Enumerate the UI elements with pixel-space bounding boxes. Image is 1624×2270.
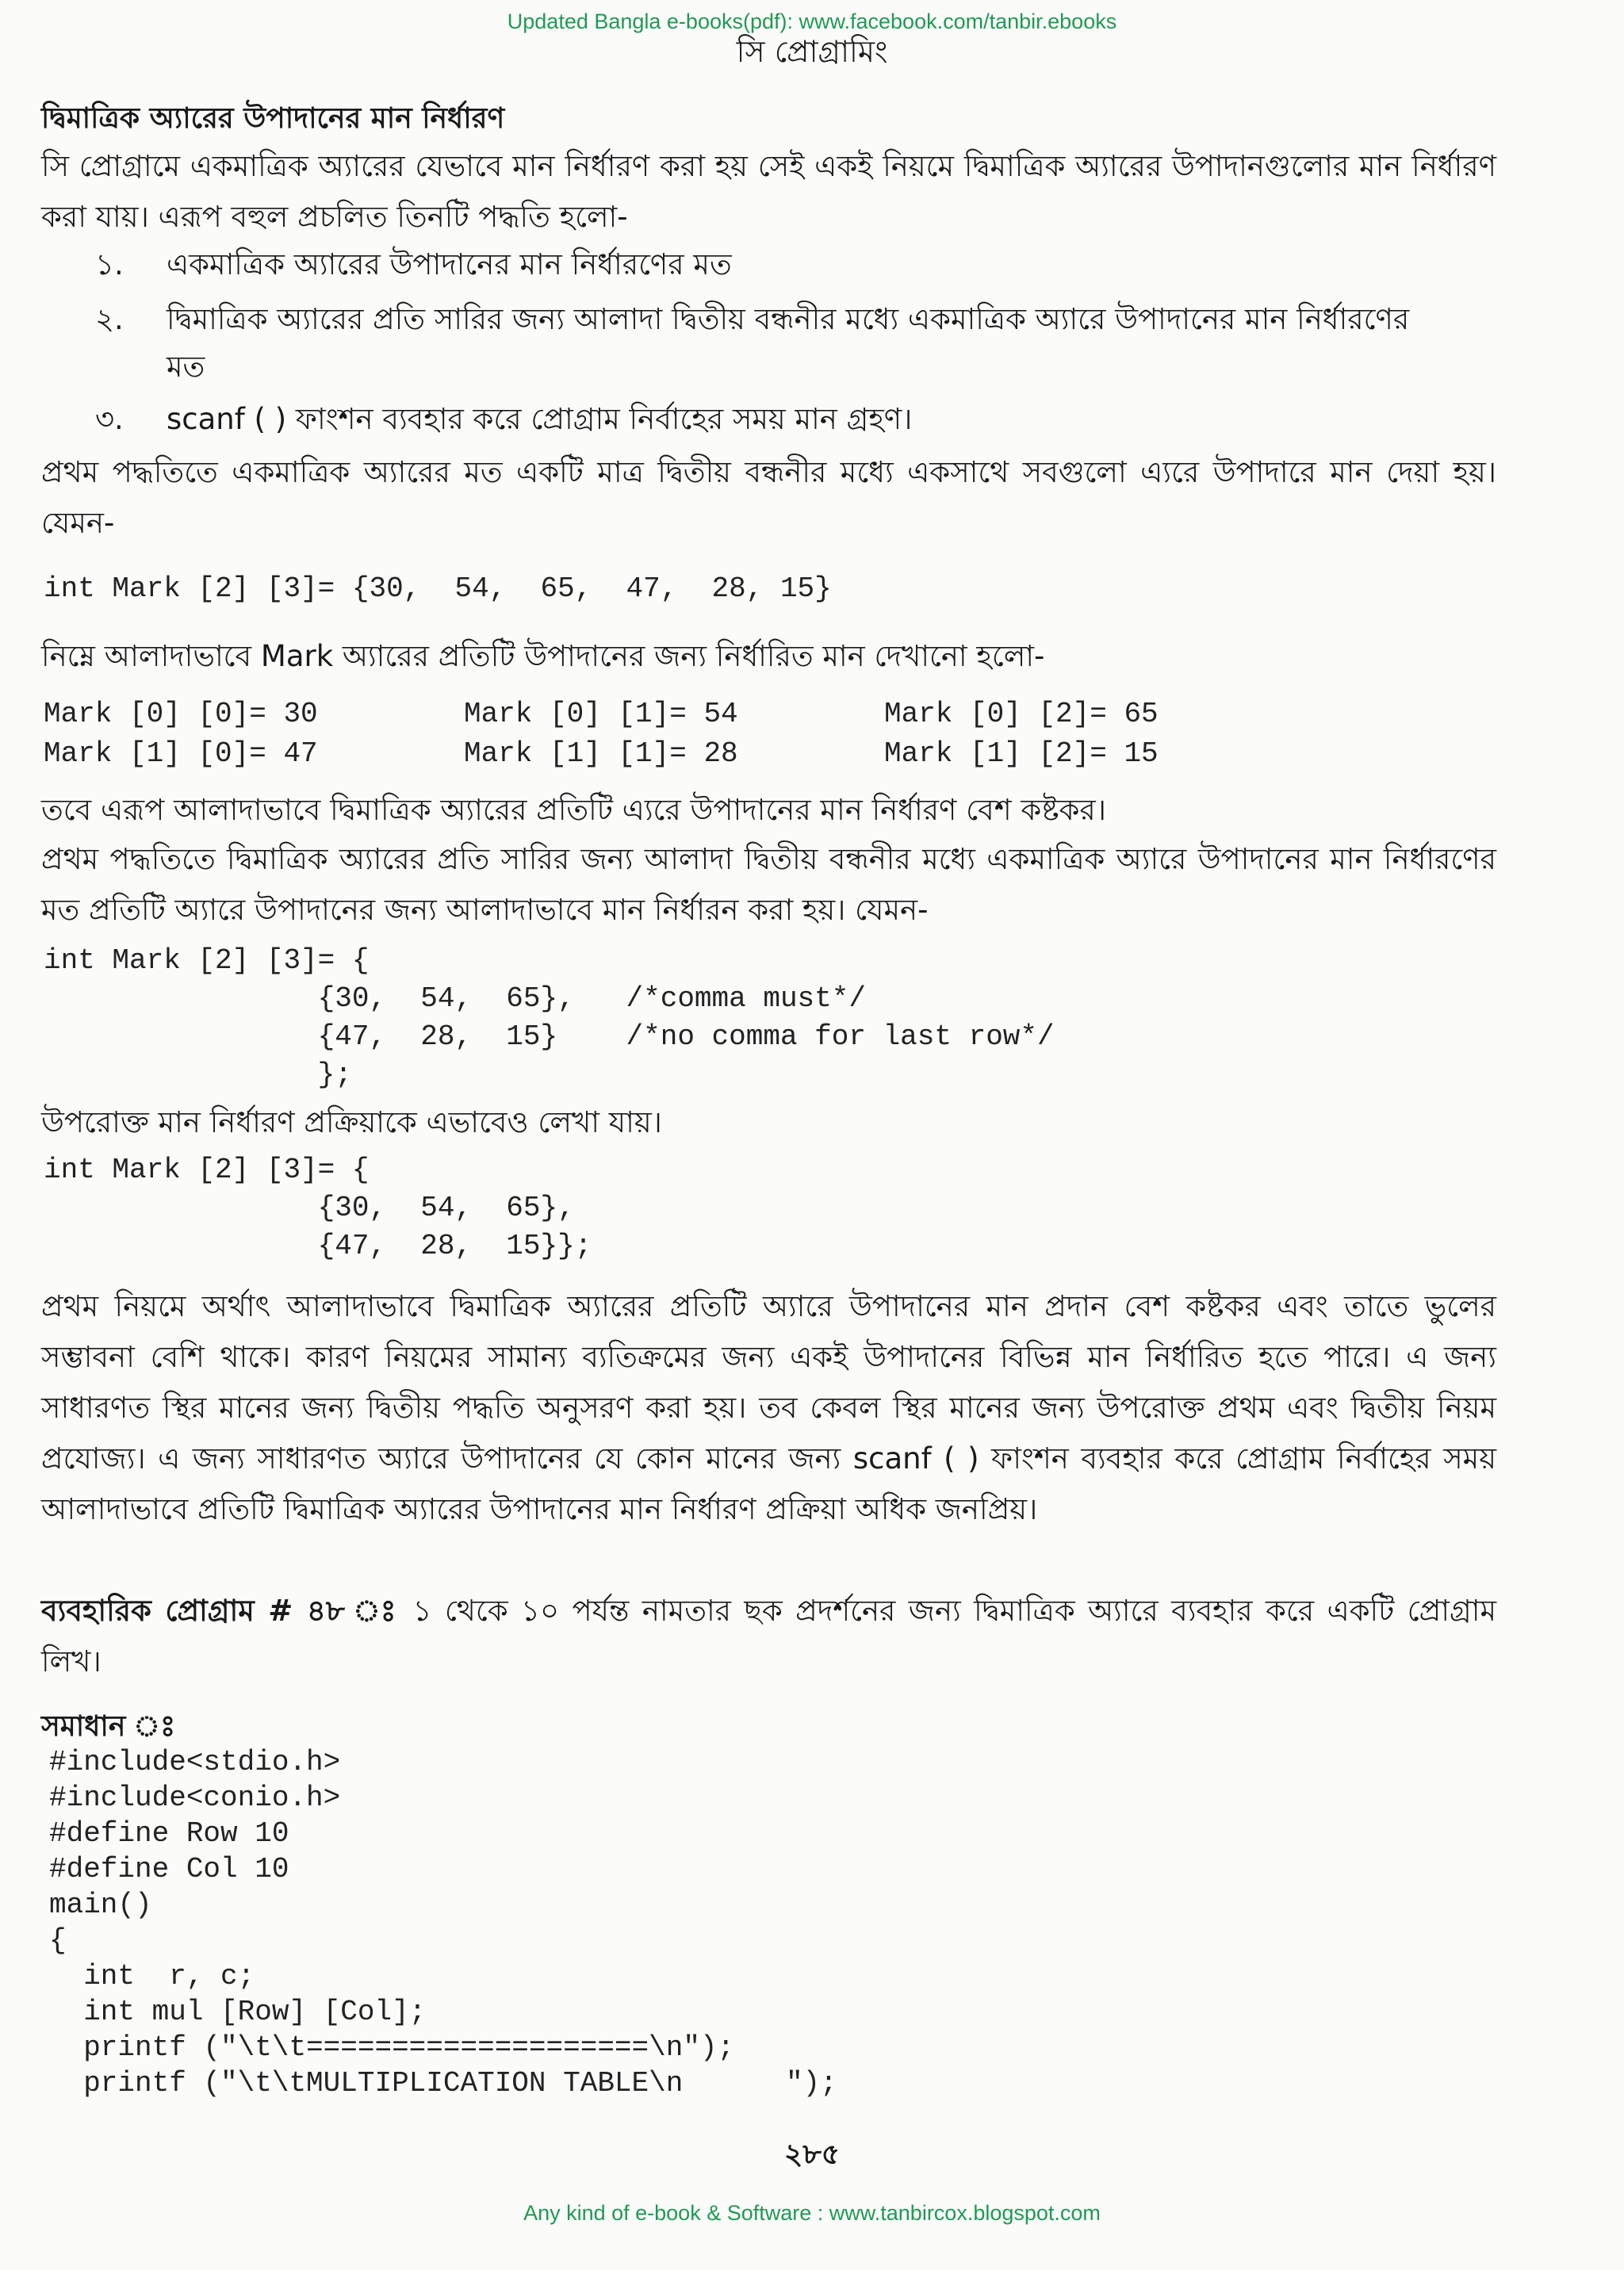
solution-label: সমাধান ঃ [41,1710,176,1743]
running-header: সি প্রোগ্রামিং [736,34,888,69]
value-cell: Mark [1] [1]= 28 [464,737,738,770]
code-line: int Mark [2] [3]= { [44,944,370,977]
intro-paragraph: সি প্রোগ্রামে একমাত্রিক অ্যারের যেভাবে মান নির্ধারণ করা হয় সেই একই নিয়মে দ্বিমাত্রিক অ্যারের উপাদানগুলোর মান নির্ধারণ করা যায়। এরূপ বহুল প্রচলিত তিনটি পদ্ধতি হলো- [41,149,1496,234]
code-line: #include<stdio.h> [49,1746,341,1778]
method-item [95,241,1443,291]
value-table [44,698,1281,777]
alt-line: উপরোক্ত মান নির্ধারণ প্রক্রিয়াকে এভাবেও লেখা যায়। [41,1105,662,1139]
value-cell: Mark [0] [2]= 65 [884,698,1159,730]
value-cell: Mark [1] [0]= 47 [44,737,318,770]
section-heading: দ্বিমাত্রিক অ্যারের উপাদানের মান নির্ধারণ [41,102,505,135]
top-watermark: Updated Bangla e-books(pdf): www.facebook.com/tanbir.ebooks [507,10,1117,33]
code-line: int mul [Row] [Col]; [49,1996,427,2028]
code-line: printf ("\t\t====================\n"); [49,2031,735,2064]
value-row [44,737,1281,777]
value-cell: Mark [1] [2]= 15 [884,737,1159,770]
code-block-2 [44,1151,592,1265]
first-method-paragraph: প্রথম পদ্ধতিতে একমাত্রিক অ্যারের মত একটি মাত্র দ্বিতীয় বন্ধনীর মধ্যে একসাথে সবগুলো এ্যরে উপাদারে মান দেয়া হয়। যেমন- [41,455,1496,540]
program-label: ব্যবহারিক প্রোগ্রাম # ৪৮ ঃ [41,1594,400,1628]
value-row [44,698,1281,737]
code-line: { [49,1924,67,1957]
methods-list [95,241,1443,446]
code-line: #include<conio.h> [49,1782,341,1814]
method-text: একমাত্রিক অ্যারের উপাদানের মান নির্ধারণের মত [167,247,732,281]
code-line: int Mark [2] [3]= { [44,1154,370,1186]
code-line: {47, 28, 15}}; [44,1230,592,1262]
program-code [49,1744,837,2101]
code-line: printf ("\t\tMULTIPLICATION TABLE\n "); [49,2067,837,2100]
code-line: int r, c; [49,1960,255,1992]
method-number: ২. [95,302,124,336]
method-number: ৩. [95,402,124,436]
method-number: ১. [95,247,124,281]
page-number: ২৮৫ [783,2138,841,2171]
code-line: {30, 54, 65}, [44,1192,575,1224]
program-text: ১ থেকে ১০ পর্যন্ত নামতার ছক প্রদর্শনের জন্য দ্বিমাত্রিক অ্যারে ব্যবহার করে একটি প্রোগ্রাম লিখ। [41,1594,1496,1679]
second-method-paragraph: প্রথম পদ্ধতিতে দ্বিমাত্রিক অ্যারের প্রতি সারির জন্য আলাদা দ্বিতীয় বন্ধনীর মধ্যে একমাত্রিক অ্যারে উপাদানের মান নির্ধারণের মত প্রতিটি অ্যারে উপাদানের জন্য আলাদাভাবে মান নির্ধারন করা হয়। যেমন- [41,842,1496,927]
code-line: #define Row 10 [49,1817,289,1850]
code-line: main() [49,1889,152,1921]
discussion-paragraph: প্রথম নিয়মে অর্থাৎ আলাদাভাবে দ্বিমাত্রিক অ্যারের প্রতিটি অ্যারে উপাদানের মান প্রদান বেশ কষ্টকর এবং তাতে ভুলের সম্ভাবনা বেশি থাকে। কারণ নিয়মের সামান্য ব্যতিক্রমের জন্য একই উপাদানের বিভিন্ন মান নির্ধারিত হতে পারে। এ জন্য সাধারণত স্থির মানের জন্য দ্বিতীয় পদ্ধতি অনুসরণ করা হয়। তব কেবল স্থির মানের জন্য উপরোক্ত প্রথম এবং দ্বিতীয় নিয়ম প্রযোজ্য। এ জন্য সাধারণত অ্যারে উপাদানের যে কোন মানের জন্য scanf ( ) ফাংশন ব্যবহার করে প্রোগ্রাম নির্বাহের সময় আলাদাভাবে প্রতিটি দ্বিমাত্রিক অ্যারের উপাদানের মান নির্ধারণ প্রক্রিয়া অধিক জনপ্রিয়। [41,1289,1496,1526]
code-init-single: int Mark [2] [3]= {30, 54, 65, 47, 28, 15} [44,572,832,605]
method-item [95,396,1443,446]
program-statement [41,1586,1496,1687]
difficulty-line: তবে এরূপ আলাদাভাবে দ্বিমাত্রিক অ্যারের প্রতিটি এ্যরে উপাদানের মান নির্ধারণ বেশ কষ্টকর। [41,793,1106,827]
code-line: }; [44,1058,352,1091]
code-line: {30, 54, 65}, /*comma must*/ [44,982,866,1015]
code-block-1 [44,942,1055,1094]
value-cell: Mark [0] [0]= 30 [44,698,318,730]
method-text: scanf ( ) ফাংশন ব্যবহার করে প্রোগ্রাম নির্বাহের সময় মান গ্রহণ। [167,402,913,436]
value-cell: Mark [0] [1]= 54 [464,698,738,730]
method-text: দ্বিমাত্রিক অ্যারের প্রতি সারির জন্য আলাদা দ্বিতীয় বন্ধনীর মধ্যে একমাত্রিক অ্যারে উপাদানের মান নির্ধারণের মত [167,302,1410,384]
bottom-watermark: Any kind of e-book & Software : www.tanbircox.blogspot.com [523,2201,1101,2225]
values-intro: নিম্নে আলাদাভাবে Mark অ্যারের প্রতিটি উপাদানের জন্য নির্ধারিত মান দেখানো হলো- [41,639,1045,673]
code-line: #define Col 10 [49,1853,289,1885]
method-item [95,296,1443,391]
code-line: {47, 28, 15} /*no comma for last row*/ [44,1020,1055,1053]
